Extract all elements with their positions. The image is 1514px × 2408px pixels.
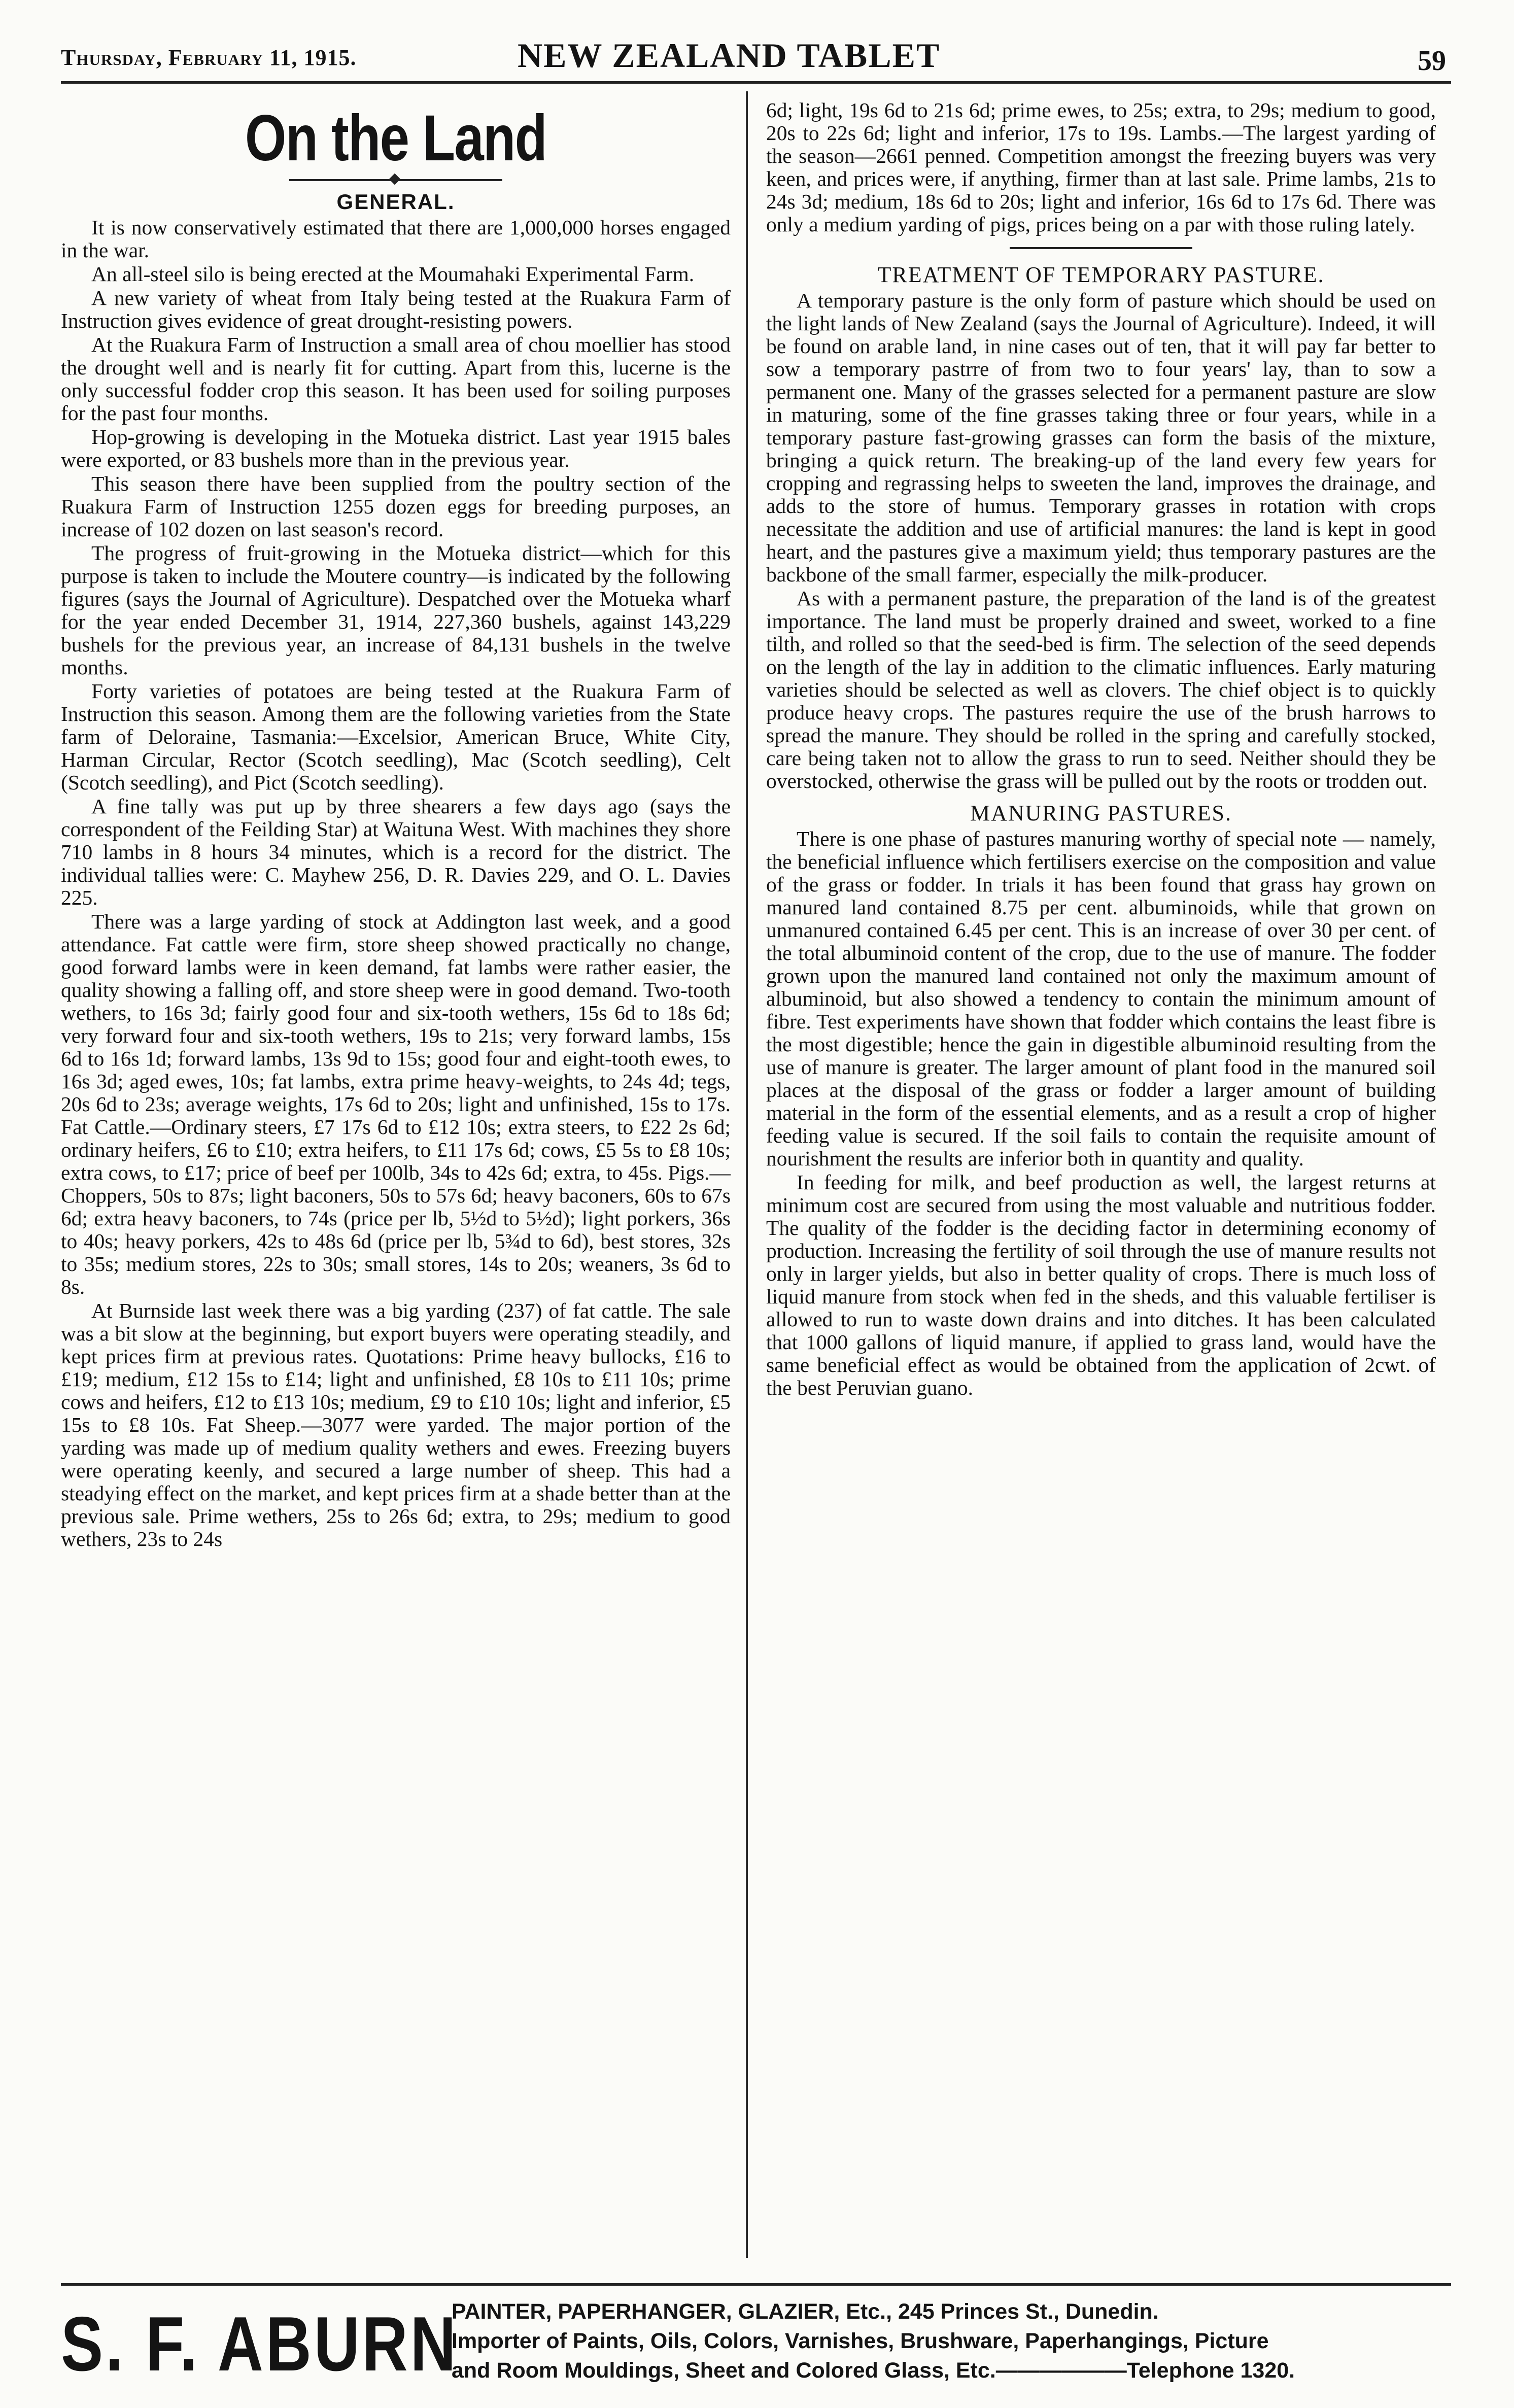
paragraph: There was a large yarding of stock at Addington last week, and a good attendance. Fat cattle were firm, store sheep showed practically no change, good forward lambs were in keen demand, fat lambs were rather easier, the quality showing a falling off, and store sheep were in good demand. Two-tooth wethers, to 16s 3d; fairly good four and six-tooth wethers, 15s 6d to 18s 6d; very forward four and six-tooth wethers, 19s to 21s; very forward lambs, 15s 6d to 16s 1d; forward lambs, 13s 9d to 15s; good four and eight-tooth ewes, to 16s 3d; aged ewes, 10s; fat lambs, extra prime heavy-weights, to 24s 4d; tegs, 20s 6d to 23s; average weights, 17s 6d to 20s; light and unfinished, 15s to 17s. Fat Cattle.—Ordinary steers, £7 17s 6d to £12 10s; extra steers, to £22 2s 6d; ordinary heifers, £6 to £10; extra heifers, to £11 17s 6d; cows, £5 5s to £8 10s; extra cows, to £17; price of beef per 100lb, 34s to 42s 6d; extra, to 45s. Pigs.—Choppers, 50s to 87s; light baconers, 50s to 57s 6d; heavy baconers, 60s to 67s 6d; extra heavy baconers, to 74s (price per lb, 5½d to 5½d); light porkers, 36s to 40s; heavy porkers, 42s to 48s 6d (price per lb, 5¾d to 6d), best stores, 32s to 35s; medium stores, 22s to 30s; small stores, 14s to 20s; weaners, 3s 6d to 8s. bbox=[61, 910, 731, 1298]
column-divider bbox=[746, 91, 748, 2258]
advertisement-text bbox=[452, 2297, 1456, 2385]
paragraph: The progress of fruit-growing in the Motueka district—which for this purpose is taken to include the Moutere country—is indicated by the following figures (says the Journal of Agriculture). Despatched over the Motueka wharf for the year ended December 31, 1914, 227,360 bushels, against 143,229 bushels for the previous year, an increase of 84,131 bushels in the twelve months. bbox=[61, 541, 731, 679]
page-number: 59 bbox=[1418, 45, 1446, 77]
section-rule bbox=[1010, 247, 1192, 249]
advertisement bbox=[61, 2283, 1451, 2402]
paragraph: In feeding for milk, and beef production as well, the largest returns at minimum cost are secured from using the most valuable and nutritious fodder. The quality of the fodder is the deciding factor in determining economy of production. Increasing the fertility of soil through the use of manure results not only in larger yields, but also in better quality of crops. There is much loss of liquid manure from stock when fed in the sheds, and this valuable fertiliser is allowed to run to waste down drains and into ditches. It has been calculated that 1000 gallons of liquid manure, if applied to grass land, would have the same beneficial effect as would be obtained from the application of 2cwt. of the best Peruvian guano. bbox=[766, 1171, 1436, 1399]
paragraph: At Burnside last week there was a big yarding (237) of fat cattle. The sale was a bit slow at the beginning, but export buyers were operating steadily, and kept prices firm at previous rates. Quotations: Prime heavy bullocks, £16 to £19; medium, £12 15s to £14; light and unfinished, £8 10s to £11 10s; prime cows and heifers, £12 to £13 10s; medium, £9 to £10 10s; light and inferior, £5 15s to £8 10s. Fat Sheep.—3077 were yarded. The major portion of the yarding was made up of medium quality wethers and ewes. Freezing buyers were operating keenly, and secured a large number of sheep. This had a steadying effect on the market, and kept prices firm at a shade better than at the previous sale. Prime wethers, 25s to 26s 6d; extra, to 29s; medium to good wethers, 23s to 24s bbox=[61, 1299, 731, 1551]
paragraph: It is now conservatively estimated that there are 1,000,000 horses engaged in the war. bbox=[61, 216, 731, 262]
paragraph: Hop-growing is developing in the Motueka district. Last year 1915 bales were exported, or 83 bushels more than in the previous year. bbox=[61, 425, 731, 471]
paragraph: This season there have been supplied from the poultry section of the Ruakura Farm of Instruction 1255 dozen eggs for breeding purposes, an increase of 102 dozen on last season's record. bbox=[61, 472, 731, 541]
publication-title: NEW ZEALAND TABLET bbox=[518, 36, 941, 75]
title-ornament bbox=[289, 179, 502, 181]
paragraph: An all-steel silo is being erected at the Moumahaki Experimental Farm. bbox=[91, 262, 695, 286]
issue-date: Thursday, February 11, 1915. bbox=[61, 45, 357, 70]
section-heading-pasture: TREATMENT OF TEMPORARY PASTURE. bbox=[877, 262, 1325, 287]
paragraph: A temporary pasture is the only form of pasture which should be used on the light lands of New Zealand (says the Journal of Agriculture). Indeed, it will be found on arable land, in nine cases out of ten, that it will pay far better to sow a temporary pastrre of from two to four years' lay, than to sow a permanent one. Many of the grasses selected for a permanent pasture are slow in maturing, some of the fine grasses taking three or four years, while in a temporary pasture fast-growing grasses can form the basis of the mixture, bringing a quick return. The breaking-up of the land every few years for cropping and regrassing helps to sweeten the land, improves the drainage, and adds to the store of humus. Temporary grasses in rotation with crops necessitate the addition and use of artificial manures: the land is kept in good heart, and the pastures give a maximum yield; thus temporary pastures are the backbone of the small farmer, especially the milk-producer. bbox=[766, 289, 1436, 586]
continued-paragraph: 6d; light, 19s 6d to 21s 6d; prime ewes, to 25s; extra, to 29s; medium to good, 20s to 22s 6d; light and inferior, 17s to 19s. Lambs.—The largest yarding of the season—2661 penned. Competition amongst the freezing buyers was very keen, and prices were, if anything, firmer than at last sale. Prime lambs, 21s to 24s 3d; medium, 18s 6d to 20s; light and inferior, 16s 6d to 17s 6d. There was only a medium yarding of pigs, prices being on a par with those ruling lately. bbox=[766, 98, 1436, 236]
section-heading-manuring: MANURING PASTURES. bbox=[970, 801, 1232, 825]
paragraph: A new variety of wheat from Italy being tested at the Ruakura Farm of Instruction gives evidence of great drought-resisting powers. bbox=[61, 286, 731, 332]
paragraph: Forty varieties of potatoes are being tested at the Ruakura Farm of Instruction this season. Among them are the following varieties from the State farm of Deloraine, Tasmania:—Excelsior, American Bruce, White City, Harman Circular, Rector (Scotch seedling), Mac (Scotch seedling), Celt (Scotch seedling), and Pict (Scotch seedling). bbox=[61, 679, 731, 794]
advert-line: and Room Mouldings, Sheet and Colored Glass, Etc.——————Telephone 1320. bbox=[452, 2358, 1295, 2383]
paragraph: At the Ruakura Farm of Instruction a small area of chou moellier has stood the drought well and is nearly fit for cutting. Apart from this, lucerne is the only successful fodder crop this season. It has been used for soiling purposes for the past four months. bbox=[61, 333, 731, 425]
paragraph: There is one phase of pastures manuring worthy of special note — namely, the beneficial influence which fertilisers exercise on the composition and value of the grass or fodder. In trials it has been found that grass hay grown on manured land contained 8.75 per cent. albuminoids, while that grown on unmanured contained 6.45 per cent. This is an increase of over 30 per cent. of the total albuminoid content of the crop, due to the use of manure. The fodder grown upon the manured land contained not only the maximum amount of albuminoid, but also showed a tendency to contain the minimum amount of fibre. Test experiments have shown that fodder which contains the least fibre is the most digestible; hence the gain in digestible albuminoid resulting from the use of manure is greater. The larger amount of plant food in the manured soil places at the disposal of the grass or fodder a larger amount of building material in the form of the essential elements, and as a result a crop of higher feeding value is secured. If the soil fails to contain the requisite amount of nourishment the results are inferior both in quantity and quality. bbox=[766, 827, 1436, 1170]
page-title: On the Land bbox=[245, 102, 547, 175]
advertiser-name: S. F. ABURN bbox=[61, 2301, 459, 2387]
paragraph: A fine tally was put up by three shearers a few days ago (says the correspondent of the Feilding Star) at Waituna West. With machines they shore 710 lambs in 8 hours 34 minutes, which is a record for the district. The individual tallies were: C. Mayhew 256, D. R. Davies 229, and O. L. Davies 225. bbox=[61, 795, 731, 909]
left-column bbox=[61, 99, 731, 1552]
section-heading-general: GENERAL. bbox=[336, 190, 455, 214]
advert-line: PAINTER, PAPERHANGER, GLAZIER, Etc., 245 Princes St., Dunedin. bbox=[452, 2299, 1159, 2324]
right-column bbox=[766, 99, 1436, 1400]
paragraph: As with a permanent pasture, the preparation of the land is of the greatest importance. The land must be properly drained and sweet, worked to a fine tilth, and rolled so that the seed-bed is firm. The selection of the seed depends on the length of the lay in addition to the climatic influences. Early maturing varieties should be selected as well as clovers. The chief object is to quickly produce heavy crops. The pastures require the use of the brush harrows to spread the manure. They should be rolled in the spring and carefully stocked, care being taken not to allow the grass to run to seed. Neither should they be overstocked, otherwise the grass will be pulled out by the roots or trodden out. bbox=[766, 587, 1436, 793]
page-header bbox=[61, 36, 1451, 84]
advert-line: Importer of Paints, Oils, Colors, Varnishes, Brushware, Paperhangings, Picture bbox=[452, 2329, 1269, 2353]
